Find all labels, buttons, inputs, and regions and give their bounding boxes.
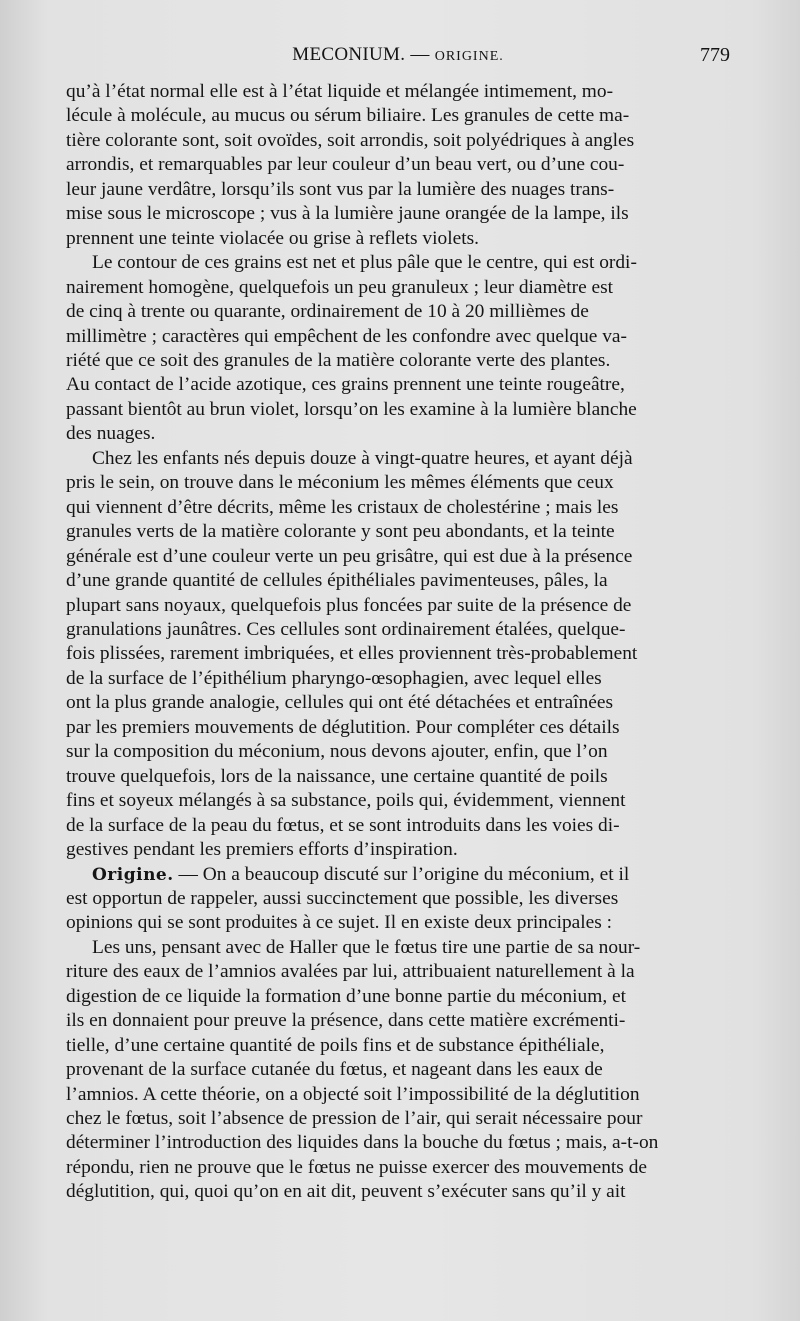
text-line: ils en donnaient pour preuve la présence, dans cette matière excrémenti-	[66, 1010, 626, 1032]
section-paragraph	[66, 863, 730, 936]
text-line: qui viennent d’être décrits, même les cristaux de cholestérine ; mais les	[66, 496, 619, 518]
text-line: digestion de ce liquide la formation d’une bonne partie du méconium, et	[66, 985, 627, 1007]
text-line: Les uns, pensant avec de Haller que le fœtus tire une partie de sa nour-	[92, 936, 641, 958]
text-line: sur la composition du méconium, nous devons ajouter, enfin, que l’on	[66, 741, 608, 763]
text-line: arrondis, et remarquables par leur couleur d’un beau vert, ou d’une cou-	[66, 154, 625, 176]
text-line: par les premiers mouvements de déglutition. Pour compléter ces détails	[66, 716, 620, 738]
text-line: ont la plus grande analogie, cellules qui ont été détachées et entraînées	[66, 692, 614, 714]
text-line: d’une grande quantité de cellules épithéliales pavimenteuses, pâles, la	[66, 570, 608, 592]
text-line: générale est d’une couleur verte un peu grisâtre, qui est due à la présence	[66, 545, 633, 567]
text-line: granulations jaunâtres. Ces cellules sont ordinairement étalées, quelque-	[66, 618, 626, 640]
text-line: nairement homogène, quelquefois un peu granuleux ; leur diamètre est	[66, 276, 614, 298]
text-line: Au contact de l’acide azotique, ces grains prennent une teinte rougeâtre,	[66, 374, 625, 396]
text-line: répondu, rien ne prouve que le fœtus ne puisse exercer des mouvements de	[66, 1156, 647, 1178]
text-line: prennent une teinte violacée ou grise à reflets violets.	[66, 227, 479, 249]
text-line: déglutition, qui, quoi qu’on en ait dit, peuvent s’exécuter sans qu’il y ait	[66, 1181, 626, 1203]
text-line: l’amnios. A cette théorie, on a objecté soit l’impossibilité de la déglutition	[66, 1083, 640, 1105]
page-header	[66, 44, 730, 74]
text-line: riture des eaux de l’amnios avalées par lui, attribuaient naturellement à la	[66, 961, 635, 983]
text-line: granules verts de la matière colorante y sont peu abondants, et la teinte	[66, 521, 615, 543]
section-heading: Origine.	[92, 864, 174, 885]
text-line: des nuages.	[66, 423, 156, 445]
text-line: trouve quelquefois, lors de la naissance, une certaine quantité de poils	[66, 765, 608, 787]
text-line: — On a beaucoup discuté sur l’origine du méconium, et il	[173, 863, 630, 885]
text-line: Le contour de ces grains est net et plus pâle que le centre, qui est ordi-	[92, 252, 637, 274]
text-line: déterminer l’introduction des liquides dans la bouche du fœtus ; mais, a-t-on	[66, 1132, 659, 1154]
paragraph	[66, 80, 730, 251]
text-line: fois plissées, rarement imbriquées, et elles proviennent très-probablement	[66, 643, 638, 665]
text-line: pris le sein, on trouve dans le méconium les mêmes éléments que ceux	[66, 472, 614, 494]
paragraph	[66, 936, 730, 1205]
page-number: 779	[700, 44, 730, 66]
text-line: de cinq à trente ou quarante, ordinairement de 10 à 20 millièmes de	[66, 301, 589, 323]
text-line: chez le fœtus, soit l’absence de pression de l’air, qui serait nécessaire pour	[66, 1108, 643, 1130]
text-line: opinions qui se sont produites à ce sujet. Il en existe deux principales :	[66, 912, 613, 934]
text-line: leur jaune verdâtre, lorsqu’ils sont vus par la lumière des nuages trans-	[66, 178, 615, 200]
text-line: de la surface de l’épithélium pharyngo-œsophagien, avec lequel elles	[66, 667, 602, 689]
text-line: riété que ce soit des granules de la matière colorante verte des plantes.	[66, 349, 611, 371]
text-line: millimètre ; caractères qui empêchent de les confondre avec quelque va-	[66, 325, 627, 347]
text-line: tière colorante sont, soit ovoïdes, soit arrondis, soit polyédriques à angles	[66, 129, 635, 151]
header-separator: —	[410, 44, 430, 65]
text-line: passant bientôt au brun violet, lorsqu’on les examine à la lumière blanche	[66, 398, 637, 420]
text-line: plupart sans noyaux, quelquefois plus foncées par suite de la présence de	[66, 594, 632, 616]
text-line: tielle, d’une certaine quantité de poils fins et de substance épithéliale,	[66, 1034, 605, 1056]
text-line: fins et soyeux mélangés à sa substance, poils qui, évidemment, viennent	[66, 790, 626, 812]
body-text	[66, 80, 730, 1205]
text-line: mise sous le microscope ; vus à la lumière jaune orangée de la lampe, ils	[66, 203, 629, 225]
text-line: est opportun de rappeler, aussi succinctement que possible, les diverses	[66, 887, 619, 909]
text-line: lécule à molécule, au mucus ou sérum biliaire. Les granules de cette ma-	[66, 105, 630, 127]
paragraph	[66, 251, 730, 447]
paragraph	[66, 447, 730, 863]
text-line: de la surface de la peau du fœtus, et se sont introduits dans les voies di-	[66, 814, 620, 836]
running-section: ORIGINE.	[434, 49, 504, 64]
text-line: qu’à l’état normal elle est à l’état liquide et mélangée intimement, mo-	[66, 81, 614, 102]
running-head	[66, 44, 730, 66]
running-title: MECONIUM.	[292, 44, 406, 65]
text-line: Chez les enfants nés depuis douze à vingt-quatre heures, et ayant déjà	[92, 447, 633, 469]
text-line: gestives pendant les premiers efforts d’inspiration.	[66, 839, 458, 861]
text-line: provenant de la surface cutanée du fœtus, et nageant dans les eaux de	[66, 1059, 603, 1081]
